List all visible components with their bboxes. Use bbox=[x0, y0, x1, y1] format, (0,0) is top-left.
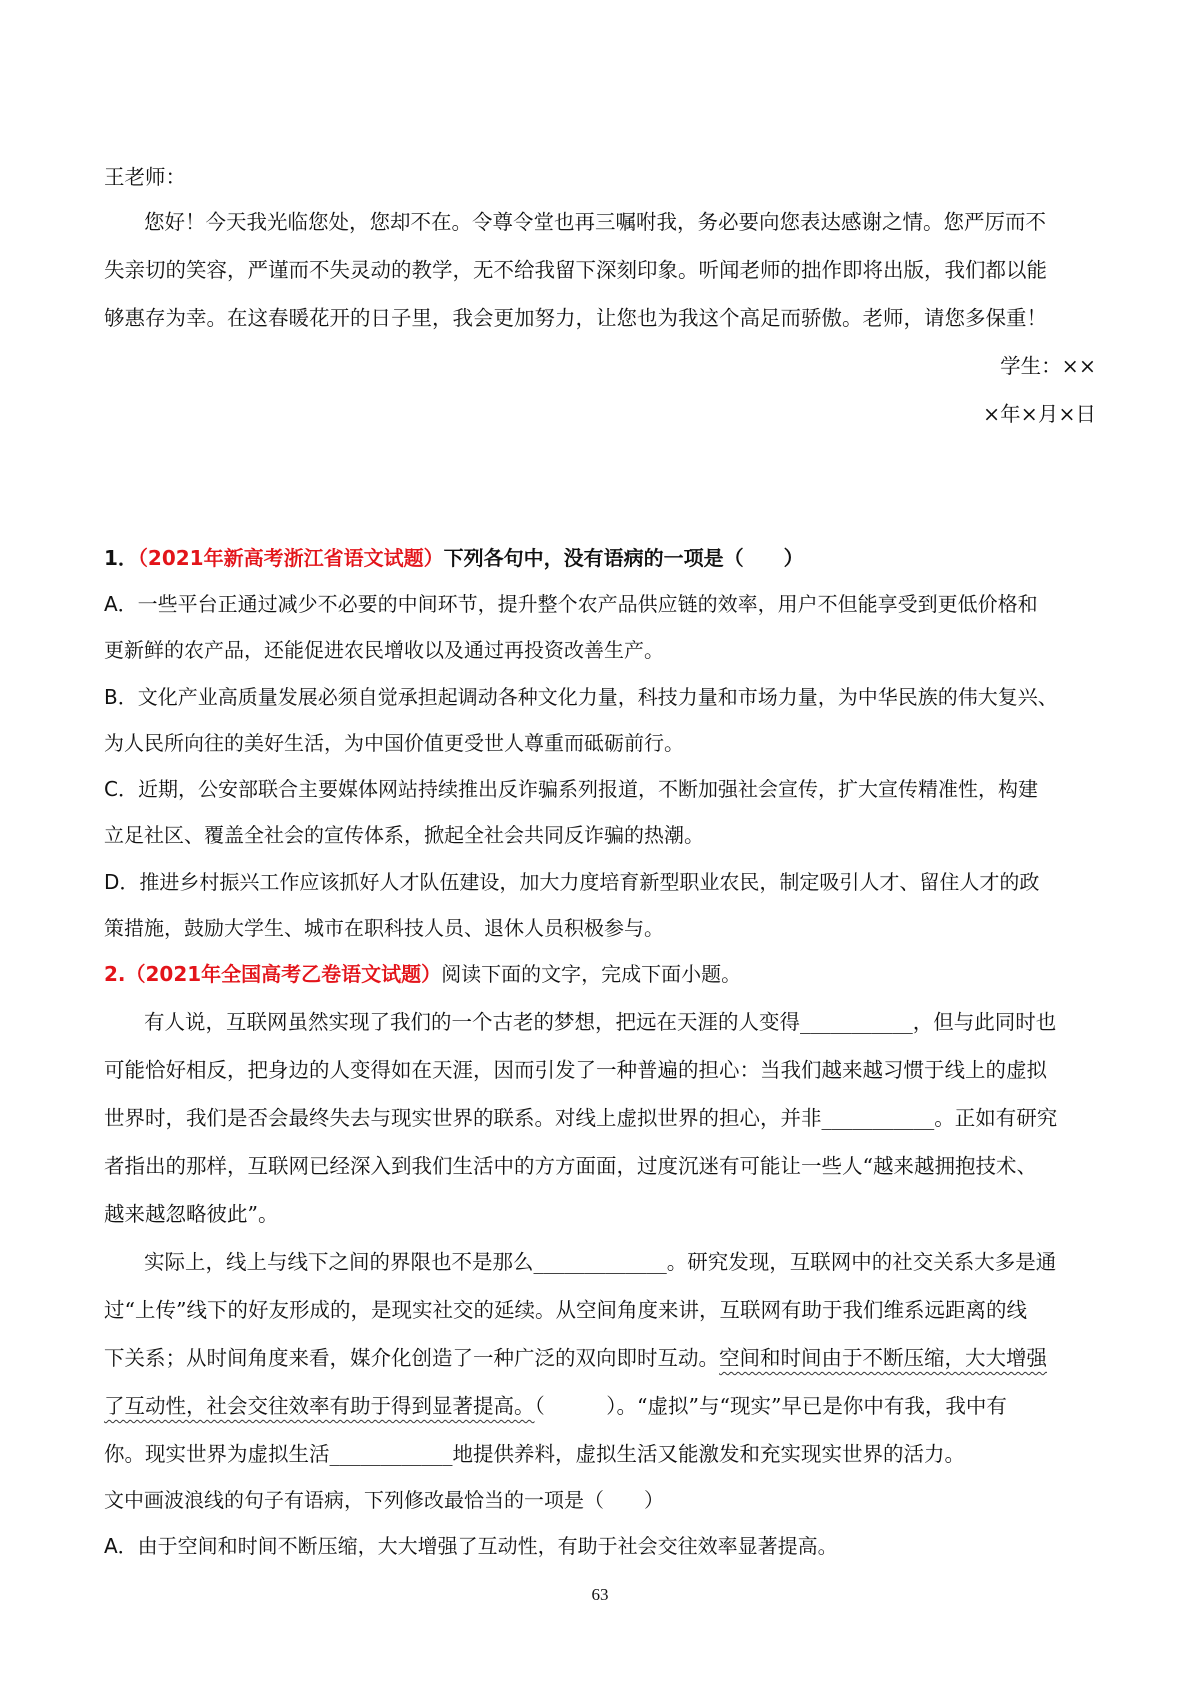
q2-passage-plain-text: 下关系；从时间角度来看，媒介化创造了一种广泛的双向即时互动。 bbox=[104, 1346, 719, 1370]
letter-body-line: 够惠存为幸。在这春暖花开的日子里，我会更加努力，让您也为我这个高足而骄傲。老师，请您多保重！ bbox=[104, 306, 1047, 330]
q1-option-line: 立足社区、覆盖全社会的宣传体系，掀起全社会共同反诈骗的热潮。 bbox=[104, 823, 704, 847]
q2-number: 2. bbox=[104, 962, 126, 986]
letter-salutation: 王老师： bbox=[104, 165, 186, 189]
q1-number: 1． bbox=[104, 546, 138, 570]
q2-passage-line: 可能恰好相反，把身边的人变得如在天涯，因而引发了一种普遍的担心：当我们越来越习惯于线上的虚拟 bbox=[104, 1058, 1047, 1082]
q2-passage-plain-text: （ ）。“虚拟”与“现实”早已是你中有我，我中有 bbox=[534, 1394, 1007, 1418]
q1-option-line: D．推进乡村振兴工作应该抓好人才队伍建设，加大力度培育新型职业农民，制定吸引人才、留住人才的政 bbox=[104, 870, 1040, 894]
q2-passage-line: 实际上，线上与线下之间的界限也不是那么_____________。研究发现，互联网中的社交关系大多是通 bbox=[144, 1250, 1057, 1274]
q2-passage-line: 越来越忽略彼此”。 bbox=[104, 1202, 279, 1226]
q2-heading bbox=[104, 958, 741, 987]
q1-option-line: 为人民所向往的美好生活，为中国价值更受世人尊重而砥砺前行。 bbox=[104, 731, 684, 755]
q1-stem: 下列各句中，没有语病的一项是（ ） bbox=[443, 546, 804, 570]
q2-option-a: A．由于空间和时间不断压缩，大大增强了互动性，有助于社会交往效率显著提高。 bbox=[104, 1534, 838, 1558]
q1-source: （2021年新高考浙江省语文试题） bbox=[137, 546, 444, 570]
q2-source: （2021年全国高考乙卷语文试题） bbox=[125, 962, 442, 986]
q1-option-line: A．一些平台正通过减少不必要的中间环节，提升整个农产品供应链的效率，用户不但能享受到更低价格和 bbox=[104, 592, 1038, 616]
letter-date: ×年×月×日 bbox=[982, 402, 1096, 426]
letter-body-line: 失亲切的笑容，严谨而不失灵动的教学，无不给我留下深刻印象。听闻老师的拙作即将出版，我们都以能 bbox=[104, 258, 1047, 282]
q2-wavy-underlined-sentence: 了互动性，社会交往效率有助于得到显著提高。 bbox=[104, 1394, 535, 1418]
q2-passage-line bbox=[104, 1341, 1047, 1371]
q2-wavy-underlined-sentence: 空间和时间由于不断压缩，大大增强 bbox=[719, 1346, 1047, 1370]
letter-signature: 学生：×× bbox=[1000, 354, 1096, 378]
q1-heading bbox=[104, 542, 804, 571]
page-number: 63 bbox=[591, 1585, 609, 1604]
q2-stem: 阅读下面的文字，完成下面小题。 bbox=[441, 962, 742, 986]
q2-passage-line: 世界时，我们是否会最终失去与现实世界的联系。对线上虚拟世界的担心，并非___________。正如有研究 bbox=[104, 1106, 1058, 1130]
q2-passage-line: 你。现实世界为虚拟生活____________地提供养料，虚拟生活又能激发和充实现实世界的活力。 bbox=[104, 1442, 965, 1466]
q1-option-line: C．近期，公安部联合主要媒体网站持续推出反诈骗系列报道，不断加强社会宣传，扩大宣传精准性，构建 bbox=[104, 777, 1038, 801]
q2-sub-question: 文中画波浪线的句子有语病，下列修改最恰当的一项是（ ） bbox=[104, 1488, 664, 1512]
letter-body-line: 您好！今天我光临您处，您却不在。令尊令堂也再三嘱咐我，务必要向您表达感谢之情。您严厉而不 bbox=[144, 210, 1046, 234]
q2-passage-line: 有人说，互联网虽然实现了我们的一个古老的梦想，把远在天涯的人变得___________，但与此同时也 bbox=[144, 1010, 1057, 1034]
q2-passage-line bbox=[104, 1389, 1007, 1419]
q2-passage-line: 者指出的那样，互联网已经深入到我们生活中的方方面面，过度沉迷有可能让一些人“越来越拥抱技术、 bbox=[104, 1154, 1037, 1178]
q2-passage-line: 过“上传”线下的好友形成的，是现实社交的延续。从空间角度来讲，互联网有助于我们维系远距离的线 bbox=[104, 1298, 1027, 1322]
q1-option-line: 更新鲜的农产品，还能促进农民增收以及通过再投资改善生产。 bbox=[104, 638, 664, 662]
q1-option-line: 策措施，鼓励大学生、城市在职科技人员、退休人员积极参与。 bbox=[104, 916, 664, 940]
q1-option-line: B．文化产业高质量发展必须自觉承担起调动各种文化力量，科技力量和市场力量，为中华民族的伟大复兴、 bbox=[104, 685, 1058, 709]
